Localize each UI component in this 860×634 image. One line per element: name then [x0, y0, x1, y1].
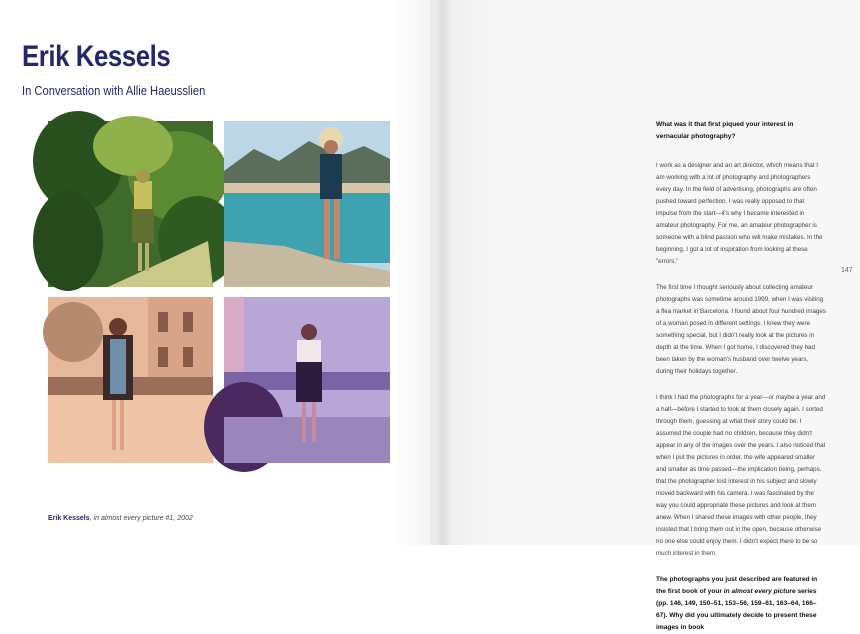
- question-1: What was it that first piqued your interest in vernacular photography?: [656, 121, 794, 140]
- gutter-shadow: [392, 0, 492, 545]
- photo-garden: [48, 121, 213, 287]
- credit-artist: Erik Kessels: [48, 515, 90, 522]
- series-title: in almost every picture: [723, 588, 796, 595]
- answer-paragraph: I think I had the photographs for a year—or maybe a year and a half—before I started to look at them closely again. I sorted through them, guessing at what their story could be. I assumed the couple had no children, because they didn't appear in any of the images over the years. I also noticed that when I put the pictures in order, the wife appeared smaller and smaller as time passed—the implication being, perhaps, that the photographer lost interest in his subject and slowly moved backward with his camera. I was fascinated by the way you could appropriate these pictures and look at them anew. When I shared these images with other people, they insisted that I bring them out in the open, because otherwise no one else could enjoy them. I didn't expect there to be so much interest in them.: [656, 394, 826, 557]
- question-2: [656, 574, 826, 634]
- answer-paragraph: The first time I thought seriously about collecting amateur photographs was sometime around 1999, when I was visiting a flea market in Barcelona. I found about four hundred images of a woman posed in different settings. I knew they were something special, but I didn't really look at the pictures in depth at the time. When I got home, I discovered they had been taken by the woman's husband over twelve years, during their holidays together.: [656, 284, 826, 375]
- left-page: [0, 0, 430, 545]
- photo-pier: [224, 297, 390, 463]
- credit-work: , in almost every picture #1, 2002: [89, 515, 193, 522]
- question-2-text: The photographs you just described are featured in the first book of your: [656, 576, 818, 595]
- interview-column: [656, 119, 826, 634]
- question-2-text-end: series (pp. 146, 149, 150–51, 153–56, 159–61, 163–64, 166–67). Why did you ultimately decide to present these images in book: [656, 588, 817, 631]
- page-title: Erik Kessels: [22, 40, 171, 73]
- page-subtitle: In Conversation with Allie Haeusslien: [22, 83, 206, 98]
- page-number: 147: [841, 267, 853, 274]
- photo-beach: [224, 121, 390, 287]
- answer-paragraph: I work as a designer and an art director, which means that I am working with a lot of photography and photographers every day. In the field of advertising, photographs are often pushed toward perfection. I was really opposed to that impulse from the start—it's why I became interested in amateur photography. For me, an amateur photographer is someone with a blind passion who will make mistakes. In the beginning, I got a lot of inspiration from looking at these "errors.": [656, 162, 823, 265]
- photo-street: [48, 297, 213, 463]
- photo-credit: [48, 515, 193, 522]
